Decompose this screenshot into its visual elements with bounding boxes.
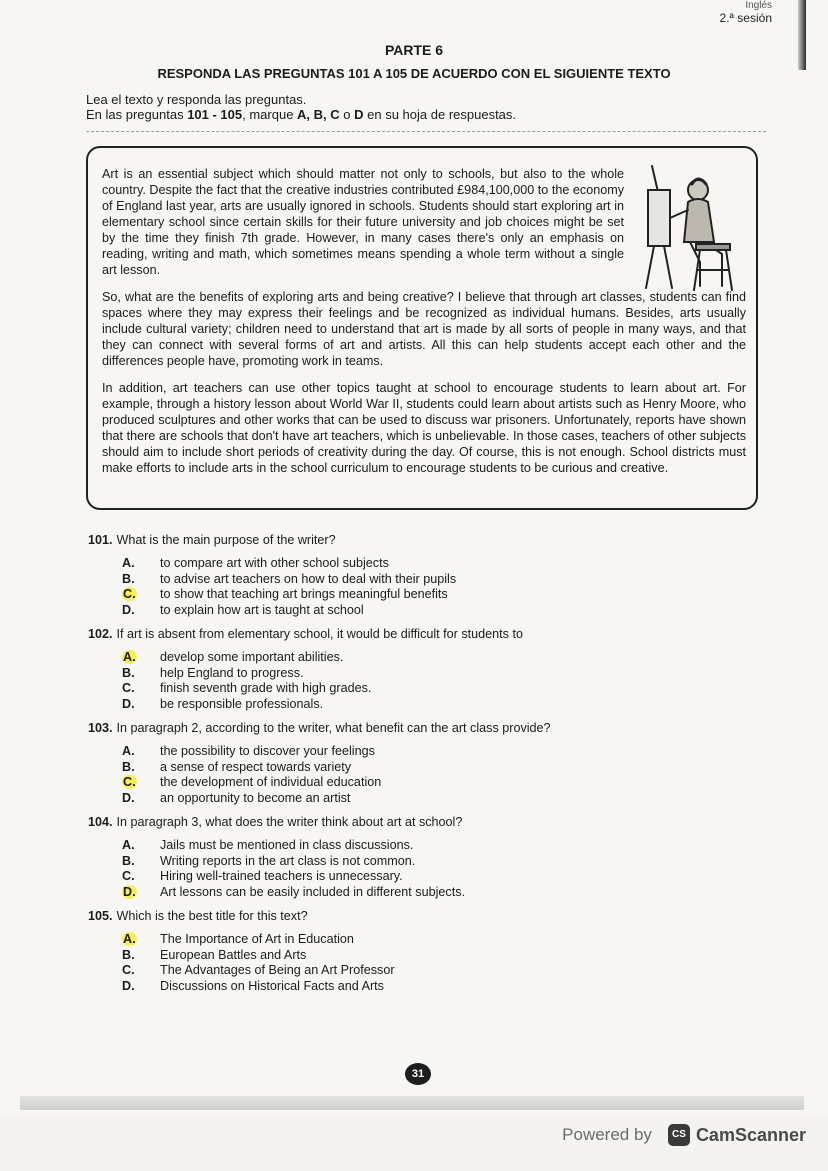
option-text: be responsible professionals. [160,696,324,711]
answer-option[interactable] [88,979,788,995]
answer-option[interactable] [88,666,788,682]
option-letter: D. [122,790,135,805]
question-stem [88,532,788,548]
question-2 [88,626,788,712]
question-5 [88,908,788,994]
subject-tag: Inglés [745,0,772,11]
answer-option[interactable] [88,963,788,979]
option-text: finish seventh grade with high grades. [160,681,372,695]
camscanner-brand: CamScanner [695,1124,806,1145]
answer-option[interactable] [88,603,788,619]
option-letter: B. [122,665,135,680]
option-letter: C. [122,963,135,977]
option-text: the possibility to discover your feelings [160,744,375,758]
option-text: help England to progress. [160,665,304,680]
instruction-line-1: Lea el texto y responda las preguntas. [86,92,307,107]
option-letter-marked: A. [123,932,136,946]
option-text: Jails must be mentioned in class discussions. [160,838,414,852]
question-number: 103. [88,721,113,735]
reading-passage [86,146,758,510]
option-letter-marked: D. [123,884,136,899]
session-label: 2.ª sesión [719,11,772,25]
question-number: 104. [88,815,113,829]
option-letter: D. [122,602,135,617]
answer-option[interactable] [88,869,788,885]
question-stem [88,720,788,736]
answer-option[interactable] [88,744,788,760]
option-text: The Advantages of Being an Art Professor [160,963,395,977]
paragraph-3: In addition, art teachers can use other topics taught at school to encourage students to learn about art. For example, through a history lesson about World War II, students could learn about artists such as Henry Moore, who produced sculptures and other works that can be used to discuss war prisoners. Unfortunately, reports have shown that there are schools that don't have art teachers, which is unbelievable. In those cases, teachers of other subjects should aim to include short periods of creativity during the day. Of course, this is not enough. School districts must make efforts to include arts in the school curriculum to encourage students to be curious and creative. [102,381,746,475]
option-text: to advise art teachers on how to deal with their pupils [160,571,457,586]
instruction-line-2: En las preguntas 101 - 105, marque A, B, C o D en su hoja de respuestas. [86,107,517,122]
question-4 [88,814,788,900]
question-stem [88,908,788,924]
answer-option[interactable] [88,948,788,964]
option-letter-marked: A. [123,650,136,664]
answer-option[interactable] [88,932,788,948]
answer-option[interactable] [88,556,788,572]
question-text: In paragraph 3, what does the writer think about art at school? [116,815,463,829]
question-stem [88,626,788,642]
option-text: The Importance of Art in Education [160,932,354,946]
option-text: Art lessons can be easily included in different subjects. [160,884,465,899]
option-text: European Battles and Arts [160,947,307,962]
question-list [88,532,788,1002]
question-text: What is the main purpose of the writer? [116,533,336,547]
page-number-badge: 31 [405,1063,431,1085]
scan-edge [798,0,806,70]
question-number: 102. [88,627,113,641]
question-1 [88,532,788,618]
answer-option[interactable] [88,760,788,776]
option-letter: A. [122,838,135,852]
question-number: 105. [88,909,113,923]
option-text: to compare art with other school subjects [160,556,389,570]
option-letter: B. [122,853,135,868]
question-number: 101. [88,533,113,547]
option-text: to explain how art is taught at school [160,602,364,617]
option-letter: A. [122,744,135,758]
option-letter: D. [122,978,135,993]
answer-option[interactable] [88,650,788,666]
question-3 [88,720,788,806]
painter-at-easel-icon [642,162,736,294]
option-text: Discussions on Historical Facts and Arts [160,978,384,993]
paragraph-2: So, what are the benefits of exploring arts and being creative? I believe that through art classes, students can find spaces where they may express their feelings and be recognized as individual humans. Besides, arts usually include cultural variety; children need to understand that art is made by all sorts of people in many ways, and that they can connect with several forms of art and artists. All this can help students accept each other and the differences people have, promoting work in teams. [102,290,746,368]
session-tag [719,0,772,25]
option-letter-marked: C. [123,587,136,601]
option-letter: D. [122,696,135,711]
question-text: In paragraph 2, according to the writer, what benefit can the art class provide? [116,721,551,735]
section-subtitle: RESPONDA LAS PREGUNTAS 101 A 105 DE ACUERDO CON EL SIGUIENTE TEXTO [157,66,671,81]
option-text: develop some important abilities. [160,650,344,664]
option-letter: C. [122,681,135,695]
page-bottom-edge [20,1096,804,1110]
option-letter: C. [122,869,135,883]
answer-option[interactable] [88,572,788,588]
answer-option[interactable] [88,697,788,713]
option-letter: B. [122,947,135,962]
instructions [86,92,516,122]
divider [86,131,766,132]
powered-by-label: Powered by [562,1125,652,1144]
question-text: Which is the best title for this text? [116,909,308,923]
question-stem [88,814,788,830]
option-letter: B. [122,759,135,774]
option-text: to show that teaching art brings meaningful benefits [160,587,448,601]
option-text: a sense of respect towards variety [160,759,352,774]
option-letter: A. [122,556,135,570]
option-text: Hiring well-trained teachers is unnecessary. [160,869,403,883]
answer-option[interactable] [88,681,788,697]
option-text: the development of individual education [160,775,382,789]
camscanner-watermark [562,1124,806,1146]
question-text: If art is absent from elementary school, it would be difficult for students to [116,627,523,641]
option-text: an opportunity to become an artist [160,790,351,805]
option-text: Writing reports in the art class is not common. [160,853,416,868]
answer-option[interactable] [88,854,788,870]
part-title: PARTE 6 [384,42,444,58]
paragraph-1: Art is an essential subject which should matter not only to schools, but also to the whole country. Despite the fact that the creative industries contributed £984,100,000 to the economy of England last year, arts are usually ignored in schools. Students should start exploring art in elementary school since certain skills for their future university and job choices might be set by the time they finish 7th grade. However, in many cases there's only an emphasis on reading, writing and math, which sometimes means spending a whole term without a single art lesson. [102,167,624,277]
option-letter-marked: C. [123,775,136,789]
camscanner-logo-icon: CS [668,1124,690,1146]
answer-option[interactable] [88,838,788,854]
answer-option[interactable] [88,791,788,807]
answer-option[interactable] [88,587,788,603]
answer-option[interactable] [88,885,788,901]
answer-option[interactable] [88,775,788,791]
option-letter: B. [122,571,135,586]
